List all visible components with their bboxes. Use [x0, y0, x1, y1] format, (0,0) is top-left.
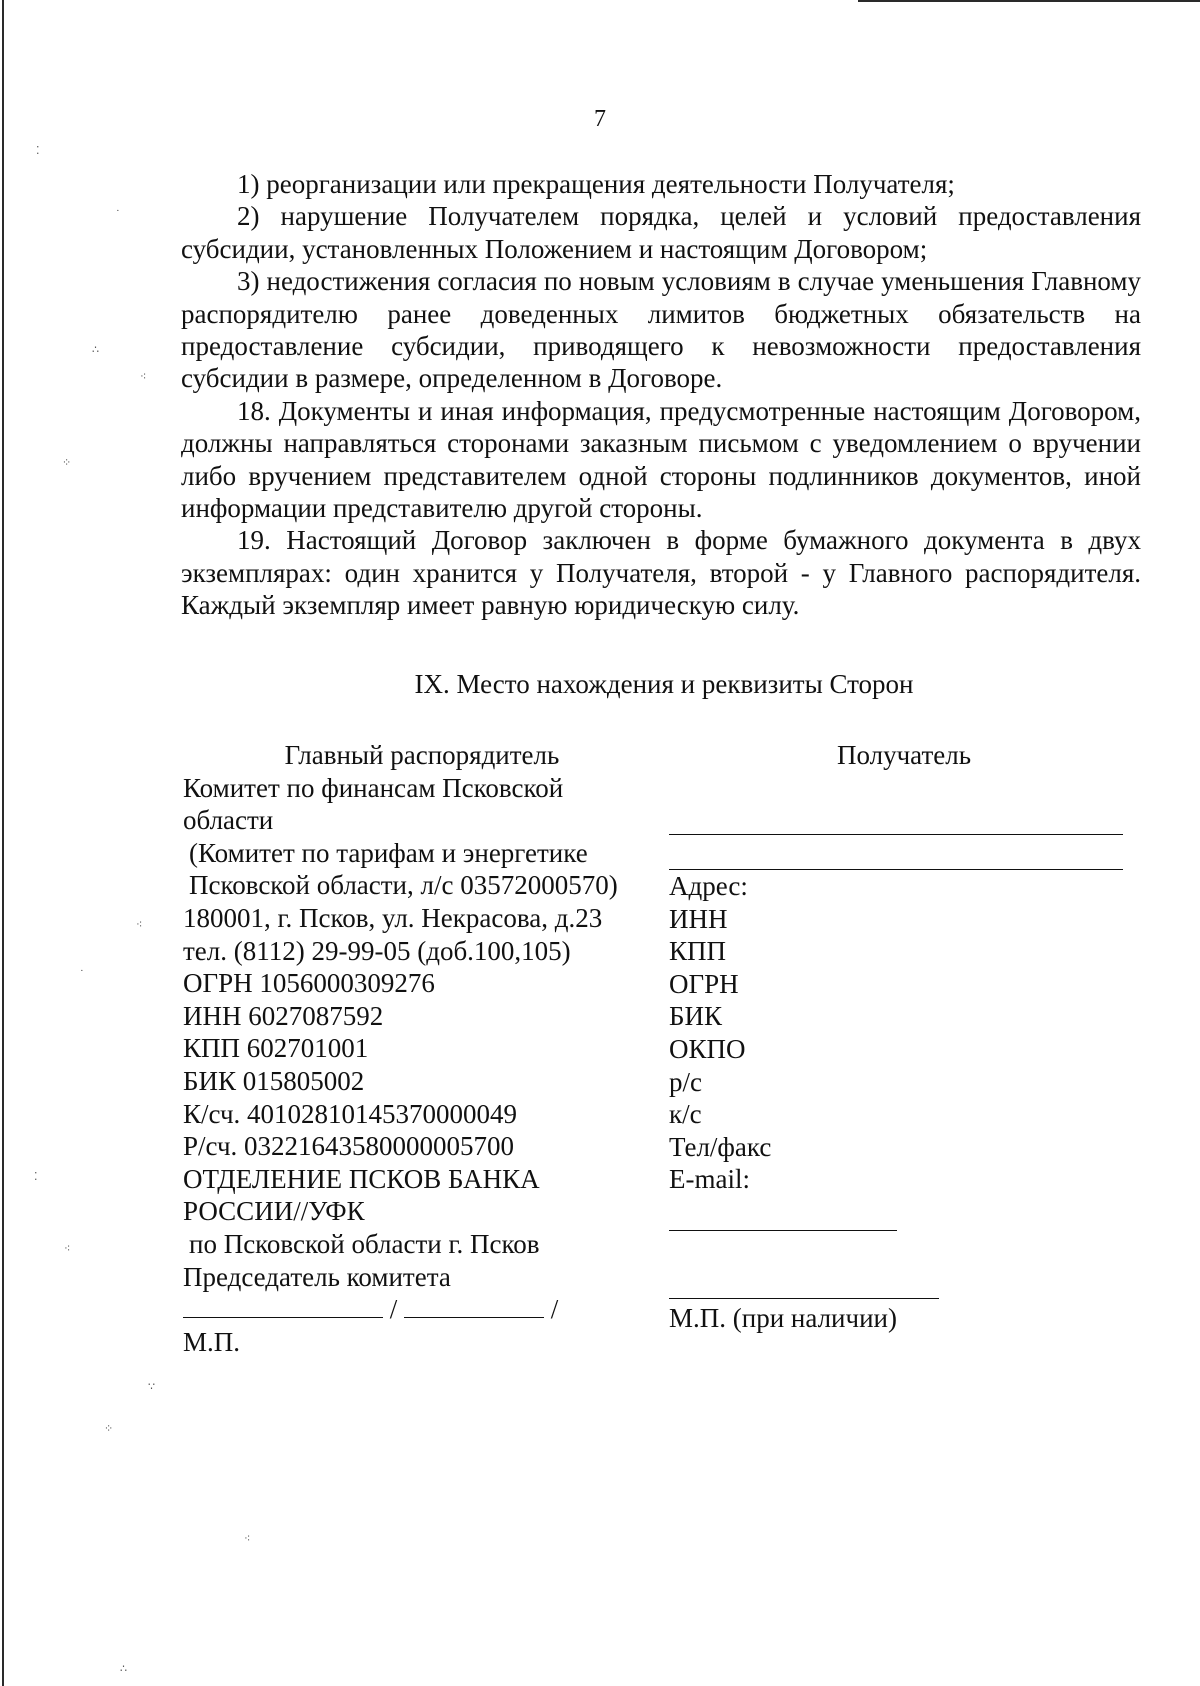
signature-blank — [183, 1293, 383, 1318]
signature-separator: / — [550, 1294, 559, 1325]
left-party-inn: ИНН 6027087592 — [183, 1000, 384, 1031]
left-party-heading: Главный распорядитель — [284, 740, 560, 770]
scan-speck: · — [80, 965, 84, 977]
recipient-field: БИК — [669, 1001, 723, 1032]
left-party-corr-account: К/сч. 40102810145370000049 — [183, 1098, 518, 1129]
right-party-fields — [669, 870, 1129, 1196]
paragraph-item-2: 2) нарушение Получателем порядка, целей и условий предоставления субсидии, установленных Положением и настоящим Договором; — [181, 201, 1141, 264]
recipient-field: ОКПО — [669, 1033, 746, 1064]
recipient-field: Тел/факс — [669, 1131, 772, 1162]
left-party-details — [183, 739, 653, 1358]
name-blank — [404, 1293, 544, 1318]
recipient-field: ОГРН — [669, 968, 739, 999]
left-party-line: (Комитет по тарифам и энергетике — [189, 837, 588, 868]
recipient-name-rule — [669, 834, 1123, 835]
left-party-account: Р/сч. 03221643580000005700 — [183, 1131, 515, 1162]
left-signature-line — [183, 1293, 653, 1326]
scan-speck: · — [116, 205, 120, 217]
right-party-heading-wrap — [669, 739, 1129, 772]
recipient-signature-rule — [669, 1298, 939, 1299]
left-party-address: 180001, г. Псков, ул. Некрасова, д.23 — [183, 902, 603, 933]
left-party-line: Псковской области, л/с 03572000570) — [189, 870, 618, 901]
left-party-line: Комитет по финансам Псковской — [183, 772, 564, 803]
scan-edge-top — [858, 0, 1200, 2]
scan-speck: ⁘ — [62, 457, 72, 469]
right-stamp: М.П. (при наличии) — [669, 1303, 897, 1333]
left-party-kpp: КПП 602701001 — [183, 1033, 369, 1064]
recipient-signature-rule — [669, 1230, 897, 1231]
right-stamp-wrap — [669, 1302, 1129, 1335]
scan-edge-left — [2, 0, 4, 1686]
page-number: 7 — [594, 106, 606, 132]
scan-speck: ⁚ — [36, 145, 40, 157]
recipient-field: к/с — [669, 1099, 702, 1130]
scan-speck: ⁖ — [136, 919, 143, 931]
left-party-bik: БИК 015805002 — [183, 1065, 365, 1096]
scan-speck: ∵ — [148, 1381, 155, 1393]
scan-speck: ⁘ — [104, 1423, 114, 1435]
scan-speck: ⁖ — [140, 371, 147, 383]
left-party-bank: по Псковской области г. Псков — [189, 1228, 540, 1259]
recipient-field: КПП — [669, 936, 727, 967]
right-party-heading: Получатель — [836, 740, 972, 770]
left-party-line: области — [183, 805, 274, 836]
recipient-field: E-mail: — [669, 1164, 750, 1195]
left-party-bank: РОССИИ//УФК — [183, 1196, 365, 1227]
recipient-field: ИНН — [669, 903, 728, 934]
recipient-field: Адрес: — [669, 871, 748, 901]
section-title: IX. Место нахождения и реквизиты Сторон — [414, 669, 914, 699]
left-party-phone: тел. (8112) 29-99-05 (доб.100,105) — [183, 935, 571, 966]
scan-speck: ⁖ — [64, 1243, 71, 1255]
scan-speck: ∴ — [120, 1663, 127, 1675]
paragraph-item-3: 3) недостижения согласия по новым условиям в случае уменьшения Главному распорядителю ранее доведенных лимитов бюджетных обязательств на предоставление субсидии, приводящего к невозможности предоставления субсидии в размере, определенном в Договоре. — [181, 266, 1141, 394]
contract-body — [181, 168, 1141, 622]
left-stamp: М.П. — [183, 1326, 241, 1357]
scan-speck: ⁚ — [34, 1171, 38, 1183]
left-party-signatory: Председатель комитета — [183, 1261, 451, 1292]
paragraph-clause-18: 18. Документы и иная информация, предусмотренные настоящим Договором, должны направляться сторонами заказным письмом с уведомлением о вручении либо вручением представителем одной стороны подлинников документов, иной информации представителю другой стороны. — [181, 395, 1141, 524]
recipient-field: р/с — [669, 1066, 702, 1097]
left-party-bank: ОТДЕЛЕНИЕ ПСКОВ БАНКА — [183, 1163, 540, 1194]
paragraph-item-1: 1) реорганизации или прекращения деятельности Получателя; — [237, 169, 955, 199]
scan-speck: ∴ — [92, 344, 99, 356]
paragraph-clause-19: 19. Настоящий Договор заключен в форме бумажного документа в двух экземплярах: один хранится у Получателя, второй - у Главного распорядителя. Каждый экземпляр имеет равную юридическую силу. — [181, 525, 1141, 621]
signature-separator: / — [389, 1294, 398, 1325]
scan-speck: ⁖ — [244, 1533, 251, 1545]
left-party-ogrn: ОГРН 1056000309276 — [183, 968, 435, 999]
